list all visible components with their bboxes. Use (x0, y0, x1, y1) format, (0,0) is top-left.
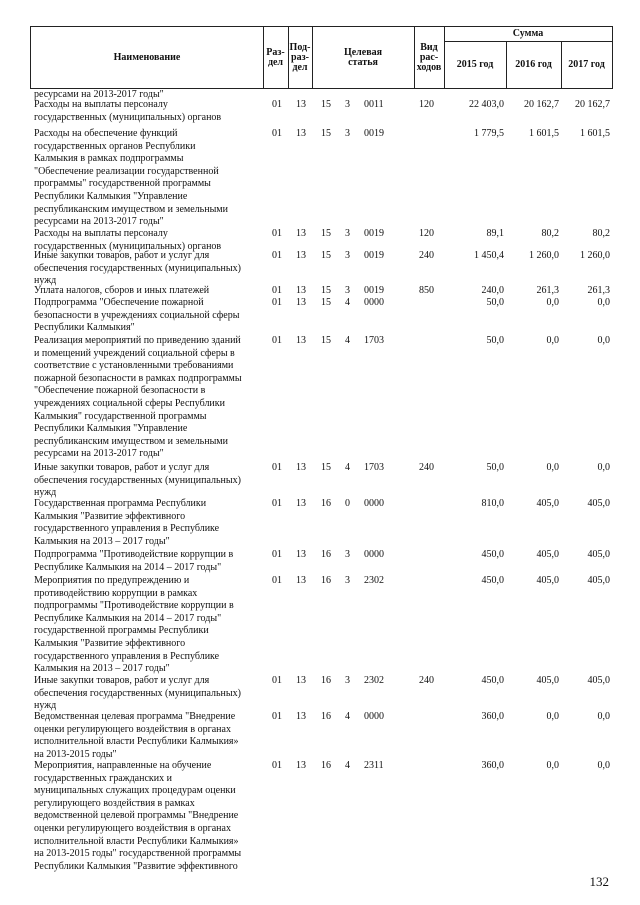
row-name-line: государственного управления в Республике (34, 650, 220, 662)
header-name: Наименование (113, 51, 181, 63)
row-target-subprogram: 4 (345, 760, 350, 771)
row-name (34, 462, 260, 500)
row-name-line: Калмыкия на 2013 – 2017 годы" (34, 535, 170, 547)
row-podrazdel: 13 (296, 128, 306, 139)
row-name (34, 128, 260, 229)
row-podrazdel: 13 (296, 462, 306, 473)
row-vid: 240 (419, 250, 434, 261)
header-divider (263, 27, 264, 88)
row-sum-2016: 0,0 (546, 297, 559, 308)
row-razdel: 01 (272, 711, 282, 722)
row-target-code: 2311 (364, 760, 384, 771)
row-sum-2015: 360,0 (481, 760, 504, 771)
row-sum-2016: 1 260,0 (529, 250, 559, 261)
row-name-line: Подпрограмма "Противодействие коррупции в (34, 549, 234, 560)
row-sum-2015: 22 403,0 (469, 99, 504, 110)
row-name-line: подпрограммы "Противодействие коррупции в (34, 600, 234, 612)
table-row (30, 462, 613, 500)
header-divider (444, 41, 612, 42)
row-target-code: 0000 (364, 297, 384, 308)
table-row (30, 675, 613, 713)
row-name-line: Республике Калмыкия на 2014 – 2017 годы" (34, 612, 222, 624)
row-target-program: 15 (321, 462, 331, 473)
row-razdel: 01 (272, 250, 282, 261)
row-name-line: Реализация мероприятий по приведению зданий (34, 335, 241, 346)
table-row (30, 335, 613, 461)
row-name-line: государственных органов Республики (34, 140, 196, 152)
header-2017: 2017 год (568, 58, 605, 70)
row-target-program: 15 (321, 335, 331, 346)
row-sum-2016: 0,0 (546, 760, 559, 771)
table-row (30, 711, 613, 761)
row-podrazdel: 13 (296, 711, 306, 722)
row-target-program: 16 (321, 549, 331, 560)
row-sum-2016: 405,0 (536, 549, 559, 560)
table-row (30, 250, 613, 288)
row-sum-2015: 89,1 (486, 228, 504, 239)
row-sum-2016: 405,0 (536, 675, 559, 686)
row-sum-2015: 810,0 (481, 498, 504, 509)
row-target-program: 15 (321, 128, 331, 139)
row-name-line: Иные закупки товаров, работ и услуг для (34, 675, 210, 686)
row-name (34, 285, 260, 298)
row-name-line: исполнительной власти Республики Калмыкия» (34, 736, 239, 748)
header-podrazdel: Под- раз- дел (289, 41, 311, 73)
row-name-line: обеспечения государственных (муниципальных) (34, 474, 241, 486)
row-target-subprogram: 4 (345, 462, 350, 473)
row-name-line: Расходы на обеспечение функций (34, 128, 178, 139)
row-sum-2016: 0,0 (546, 711, 559, 722)
row-razdel: 01 (272, 549, 282, 560)
row-name (34, 335, 260, 461)
row-podrazdel: 13 (296, 250, 306, 261)
row-name (34, 99, 260, 124)
row-razdel: 01 (272, 297, 282, 308)
row-target-subprogram: 3 (345, 549, 350, 560)
row-name-line: Мероприятия по предупреждению и (34, 575, 190, 586)
row-name-line: государственной программы Республики (34, 625, 209, 637)
row-sum-2015: 450,0 (481, 575, 504, 586)
row-sum-2017: 0,0 (597, 297, 610, 308)
row-name (34, 760, 260, 873)
row-sum-2017: 0,0 (597, 335, 610, 346)
table-row (30, 549, 613, 574)
row-razdel: 01 (272, 285, 282, 296)
row-target-program: 15 (321, 99, 331, 110)
row-name-line: Государственная программа Республики (34, 498, 207, 509)
row-sum-2017: 0,0 (597, 711, 610, 722)
row-name-line: противодействию коррупции в рамках (34, 587, 198, 599)
row-target-subprogram: 3 (345, 99, 350, 110)
row-sum-2016: 20 162,7 (524, 99, 559, 110)
row-sum-2015: 50,0 (486, 462, 504, 473)
row-name (34, 549, 260, 574)
row-razdel: 01 (272, 128, 282, 139)
row-name-line: ресурсами на 2013-2017 годы" (34, 89, 164, 100)
row-target-subprogram: 4 (345, 711, 350, 722)
row-name-line: безопасности в учреждениях социальной сферы (34, 309, 240, 321)
header-divider (288, 27, 289, 88)
row-target-program: 15 (321, 297, 331, 308)
row-sum-2017: 405,0 (587, 498, 610, 509)
row-sum-2015: 360,0 (481, 711, 504, 722)
row-target-subprogram: 3 (345, 285, 350, 296)
header-divider (414, 27, 415, 88)
row-target-code: 2302 (364, 575, 384, 586)
row-target-subprogram: 4 (345, 335, 350, 346)
row-target-subprogram: 3 (345, 575, 350, 586)
row-name-line: ресурсами на 2013-2017 годы" (34, 448, 164, 460)
row-name-line: Калмыкия на 2013 – 2017 годы" (34, 663, 170, 675)
row-razdel: 01 (272, 575, 282, 586)
row-name-line: на 2013-2015 годы" государственной программы (34, 848, 242, 860)
row-sum-2015: 1 779,5 (474, 128, 504, 139)
row-sum-2015: 240,0 (481, 285, 504, 296)
table-row (30, 575, 613, 676)
header-divider (506, 41, 507, 88)
row-razdel: 01 (272, 99, 282, 110)
row-name-line: государственных (муниципальных) органов (34, 111, 222, 123)
table-row (30, 498, 613, 548)
row-name-line: Уплата налогов, сборов и иных платежей (34, 285, 210, 296)
row-name-line: Иные закупки товаров, работ и услуг для (34, 250, 210, 261)
row-sum-2017: 20 162,7 (575, 99, 610, 110)
row-target-program: 16 (321, 675, 331, 686)
row-target-code: 0019 (364, 128, 384, 139)
row-vid: 120 (419, 99, 434, 110)
row-name-line: ресурсами на 2013-2017 годы" (34, 216, 164, 228)
row-target-subprogram: 3 (345, 228, 350, 239)
row-sum-2017: 80,2 (592, 228, 610, 239)
row-name-line: государственного управления в Республике (34, 523, 220, 535)
row-sum-2016: 405,0 (536, 498, 559, 509)
row-target-program: 16 (321, 575, 331, 586)
row-name-line: регулирующего воздействия в рамках (34, 797, 195, 809)
row-name-line: Республики Калмыкия "Управление (34, 190, 188, 202)
header-2016: 2016 год (515, 58, 552, 70)
row-target-code: 1703 (364, 462, 384, 473)
row-razdel: 01 (272, 675, 282, 686)
row-name (34, 297, 260, 335)
table-row (30, 99, 613, 124)
row-name-line: Расходы на выплаты персоналу (34, 228, 168, 239)
row-name-line: Иные закупки товаров, работ и услуг для (34, 462, 210, 473)
row-name-line: и помещений учреждений социальной сферы в (34, 347, 235, 359)
row-sum-2016: 80,2 (541, 228, 559, 239)
row-name-line: обеспечения государственных (муниципальных) (34, 262, 241, 274)
row-podrazdel: 13 (296, 335, 306, 346)
row-podrazdel: 13 (296, 285, 306, 296)
row-razdel: 01 (272, 462, 282, 473)
row-podrazdel: 13 (296, 228, 306, 239)
row-name-line: "Обеспечение пожарной безопасности в (34, 385, 206, 397)
row-target-program: 16 (321, 760, 331, 771)
row-vid: 120 (419, 228, 434, 239)
row-name-line: Калмыкия" государственной программы (34, 410, 207, 422)
row-sum-2017: 1 260,0 (580, 250, 610, 261)
row-name-line: Калмыкия "Развитие эффективного (34, 637, 186, 649)
row-target-program: 15 (321, 228, 331, 239)
row-podrazdel: 13 (296, 575, 306, 586)
header-divider (561, 41, 562, 88)
row-sum-2016: 261,3 (536, 285, 559, 296)
row-name-line: Республике Калмыкия на 2014 – 2017 годы" (34, 561, 222, 573)
row-name-line: Расходы на выплаты персоналу (34, 99, 168, 110)
row-razdel: 01 (272, 760, 282, 771)
table-header (30, 26, 613, 89)
row-target-code: 0000 (364, 549, 384, 560)
row-name-line: учреждениях социальной сферы Республики (34, 397, 225, 409)
row-name-line: государственных (муниципальных) органов (34, 240, 222, 252)
row-name-line: пожарной безопасности в рамках подпрограммы (34, 372, 242, 384)
row-name-line: Республики Калмыкия "Развитие эффективного (34, 860, 238, 872)
row-sum-2015: 450,0 (481, 675, 504, 686)
row-vid: 850 (419, 285, 434, 296)
row-name-line: обеспечения государственных (муниципальных) (34, 687, 241, 699)
row-name-line: Ведомственная целевая программа "Внедрение (34, 711, 236, 722)
row-podrazdel: 13 (296, 498, 306, 509)
row-target-subprogram: 3 (345, 250, 350, 261)
row-podrazdel: 13 (296, 297, 306, 308)
row-podrazdel: 13 (296, 760, 306, 771)
row-target-code: 0019 (364, 250, 384, 261)
table-row (30, 128, 613, 229)
header-target: Целевая статья (343, 46, 383, 68)
header-vid: Вид рас- ходов (416, 41, 442, 73)
row-name (34, 498, 260, 548)
row-sum-2016: 0,0 (546, 335, 559, 346)
row-target-program: 16 (321, 711, 331, 722)
row-target-code: 0019 (364, 228, 384, 239)
row-name-line: "Обеспечение реализации государственной (34, 165, 219, 177)
table-row (30, 760, 613, 873)
row-name-line: нужд (34, 487, 57, 499)
row-razdel: 01 (272, 228, 282, 239)
row-target-subprogram: 3 (345, 128, 350, 139)
row-name-line: нужд (34, 275, 57, 287)
row-target-program: 16 (321, 498, 331, 509)
header-divider (444, 27, 445, 88)
row-sum-2017: 261,3 (587, 285, 610, 296)
row-name-line: государственных гражданских и (34, 772, 172, 784)
row-name-line: нужд (34, 700, 57, 712)
row-target-code: 0000 (364, 498, 384, 509)
row-target-program: 15 (321, 250, 331, 261)
row-sum-2017: 1 601,5 (580, 128, 610, 139)
row-sum-2016: 0,0 (546, 462, 559, 473)
row-sum-2016: 405,0 (536, 575, 559, 586)
row-name (34, 250, 260, 288)
row-target-code: 0011 (364, 99, 384, 110)
row-name-line: Калмыкия в рамках подпрограммы (34, 153, 184, 165)
row-podrazdel: 13 (296, 549, 306, 560)
row-sum-2017: 405,0 (587, 675, 610, 686)
row-sum-2016: 1 601,5 (529, 128, 559, 139)
row-target-subprogram: 3 (345, 675, 350, 686)
row-name-line: соответствие с установленными требованиями (34, 360, 234, 372)
row-razdel: 01 (272, 498, 282, 509)
row-name-line: Подпрограмма "Обеспечение пожарной (34, 297, 204, 308)
row-target-code: 0019 (364, 285, 384, 296)
row-sum-2017: 0,0 (597, 462, 610, 473)
row-name-line: Мероприятия, направленные на обучение (34, 760, 212, 771)
table-row (30, 297, 613, 335)
row-target-code: 2302 (364, 675, 384, 686)
header-summa: Сумма (512, 28, 544, 39)
row-name (34, 575, 260, 676)
row-sum-2015: 50,0 (486, 297, 504, 308)
row-podrazdel: 13 (296, 675, 306, 686)
row-sum-2015: 450,0 (481, 549, 504, 560)
row-name-line: Калмыкия "Развитие эффективного (34, 510, 186, 522)
row-name-line: республиканским имуществом и земельными (34, 203, 228, 215)
row-name-line: оценки регулирующего воздействия в органах (34, 822, 231, 834)
row-vid: 240 (419, 675, 434, 686)
row-sum-2015: 1 450,4 (474, 250, 504, 261)
header-razdel: Раз- дел (266, 46, 285, 68)
row-target-program: 15 (321, 285, 331, 296)
row-name-line: программы" государственной программы (34, 178, 211, 190)
row-sum-2017: 405,0 (587, 575, 610, 586)
row-razdel: 01 (272, 335, 282, 346)
row-name (34, 711, 260, 761)
header-2015: 2015 год (456, 58, 494, 70)
row-name-line: исполнительной власти Республики Калмыкия» (34, 835, 239, 847)
row-name-line: республиканским имуществом и земельными (34, 435, 228, 447)
page-number: 132 (589, 874, 609, 889)
row-name-line: ведомственной целевой программы "Внедрение (34, 810, 239, 822)
row-podrazdel: 13 (296, 99, 306, 110)
row-target-code: 0000 (364, 711, 384, 722)
row-name-line: Республики Калмыкия "Управление (34, 423, 188, 435)
row-sum-2017: 0,0 (597, 760, 610, 771)
table-row (30, 285, 613, 298)
row-name-line: муниципальных служащих процедурам оценки (34, 785, 236, 797)
header-divider (312, 27, 313, 88)
row-name-line: Республики Калмыкия" (34, 322, 135, 334)
row-target-code: 1703 (364, 335, 384, 346)
row-sum-2015: 50,0 (486, 335, 504, 346)
row-target-subprogram: 0 (345, 498, 350, 509)
row-target-subprogram: 4 (345, 297, 350, 308)
row-name-line: оценки регулирующего воздействия в органах (34, 723, 231, 735)
row-vid: 240 (419, 462, 434, 473)
row-name (34, 675, 260, 713)
row-sum-2017: 405,0 (587, 549, 610, 560)
row-name-line: на 2013-2015 годы" (34, 748, 117, 760)
